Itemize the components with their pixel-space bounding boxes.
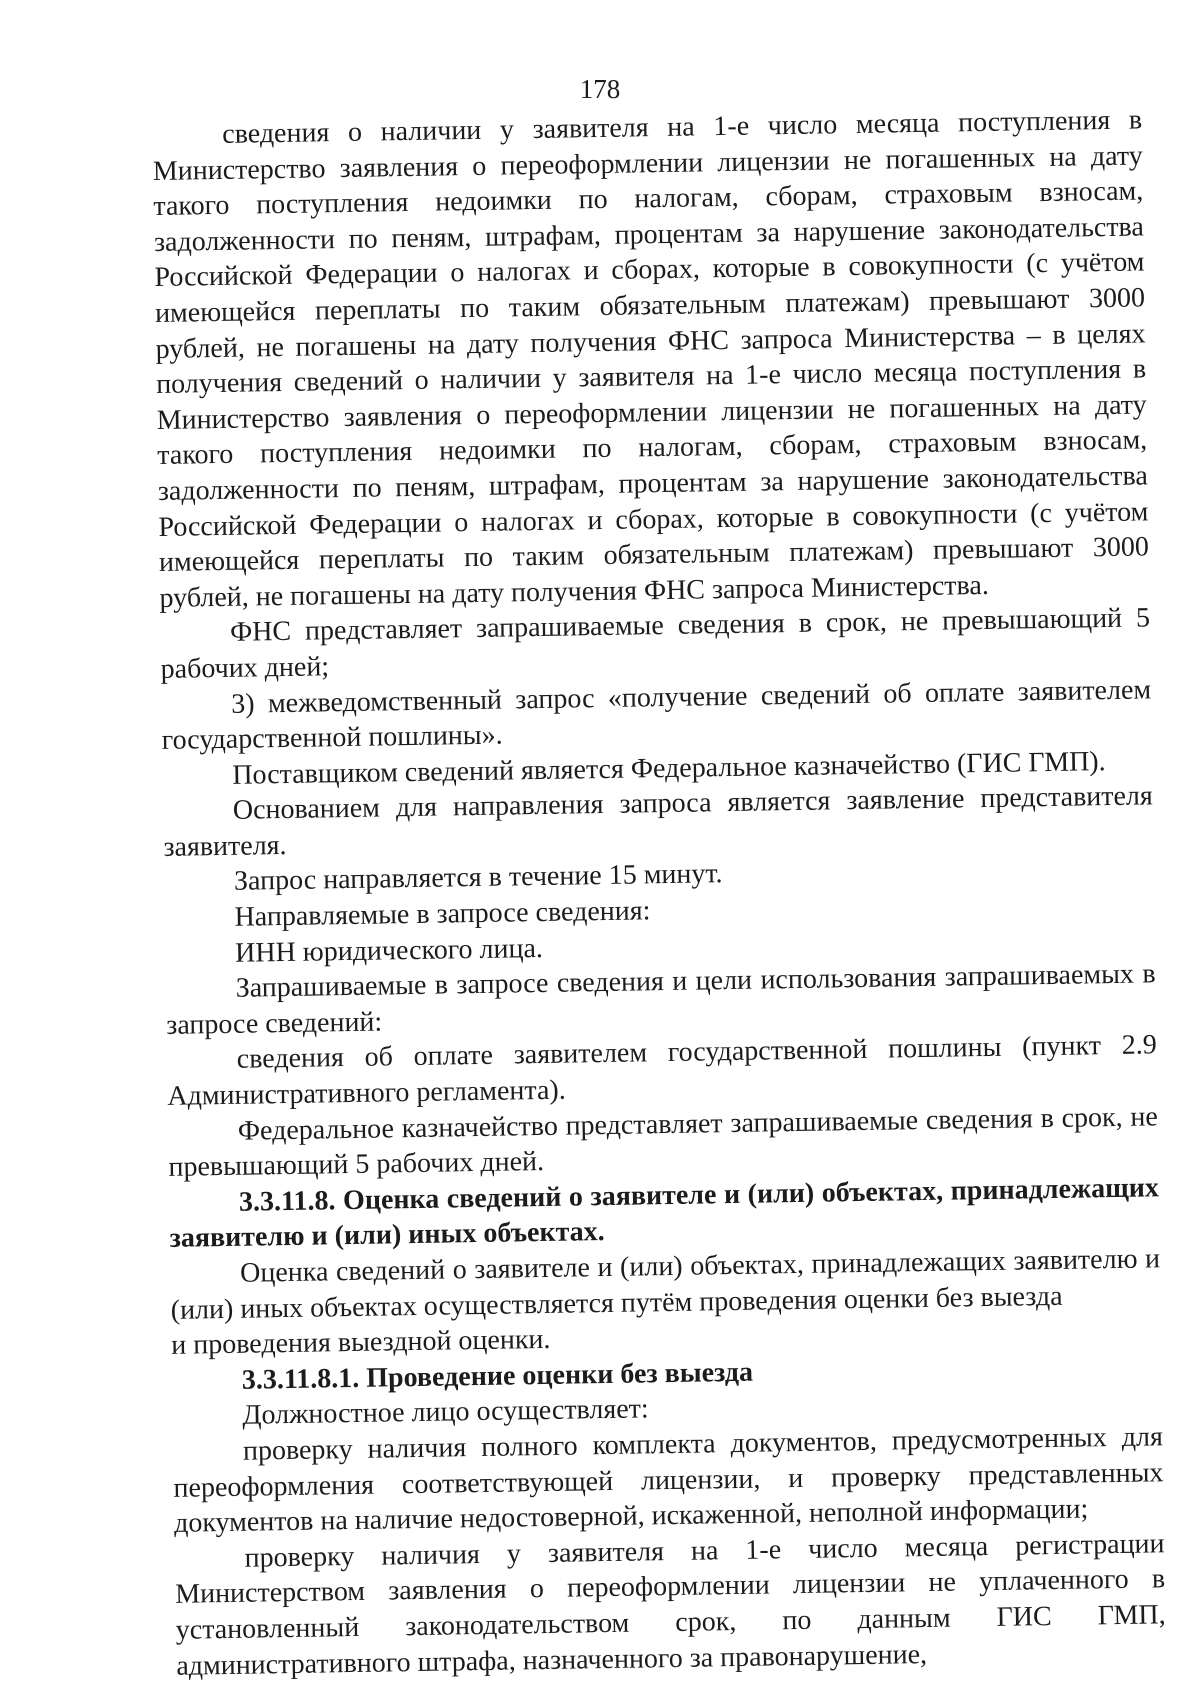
paragraph-treasury-deadline: Федеральное казначейство представляет запрашиваемые сведения в срок, не превышающий 5 рабочих дней. bbox=[168, 1100, 1159, 1184]
paragraph-fns-deadline: ФНС представляет запрашиваемые сведения в срок, не превышающий 5 рабочих дней; bbox=[160, 602, 1151, 685]
paragraph-basis: Основанием для направления запроса является заявление представителя заявителя. bbox=[163, 780, 1154, 863]
paragraph-fns-info: сведения о наличии у заявителя на 1-е число месяца поступления в Министерство заявления о переоформлении лицензии не погашенных на дату такого поступления недоимки по налогам, сборам, страховым взносам, задолженности по пеням, штрафам, процентам за нарушение законодательства Российской Федерации о налогах и сборах, которые в совокупности (с учётом имеющейся переплаты по таким обязательным платежам) превышают 3000 рублей, не погашены на дату получения ФНС запроса Министерства – в целях получения сведений о наличии у заявителя на 1-е число месяца поступления в Министерство заявления о переоформлении лицензии не погашенных на дату такого поступления недоимки по налогам, сборам, страховым взносам, задолженности по пеням, штрафам, процентам за нарушение законодательства Российской Федерации о налогах и сборах, которые в совокупности (с учётом имеющейся переплаты по таким обязательным платежам) превышают 3000 рублей, не погашены на дату получения ФНС запроса Министерства. bbox=[152, 104, 1150, 614]
page-number: 178 bbox=[579, 74, 621, 104]
paragraph-request-3: 3) межведомственный запрос «получение сведений об оплате заявителем государственной пошлины». bbox=[161, 673, 1152, 757]
section-heading-3-3-11-8: 3.3.11.8. Оценка сведений о заявителе и (или) объектах, принадлежащих заявителю и (или) иных объектах. bbox=[169, 1172, 1160, 1255]
paragraph-field-assessment: и проведения выездной оценки. bbox=[171, 1324, 551, 1362]
paragraph-requested-info: Запрашиваемые в запросе сведения и цели использования запрашиваемых в запросе сведений: bbox=[166, 958, 1156, 1041]
paragraph-document-check: проверку наличия полного комплекта документов, предусмотренных для переоформления соответствующей лицензии, и проверку представленных документов на наличие недостоверной, искаженной, неполной информации; bbox=[173, 1421, 1164, 1539]
section-heading-3-3-11-8-1: 3.3.11.8.1. Проведение оценки без выезда bbox=[241, 1356, 754, 1396]
paragraph-sent-info: Направляемые в запросе сведения: bbox=[234, 895, 651, 933]
paragraph-inn: ИНН юридического лица. bbox=[234, 932, 544, 969]
paragraph-request-time: Запрос направляется в течение 15 минут. bbox=[233, 858, 723, 898]
paragraph-official: Должностное лицо осуществляет: bbox=[242, 1393, 649, 1432]
paragraph-fee-info: сведения об оплате заявителем государственной пошлины (пункт 2.9 Административного регламента). bbox=[167, 1029, 1157, 1112]
paragraph-assessment: Оценка сведений о заявителе и (или) объектах, принадлежащих заявителю и (или) иных объектах осуществляется путём проведения оценки без выезда bbox=[170, 1243, 1161, 1326]
paragraph-fine-check: проверку наличия у заявителя на 1-е число месяца регистрации Министерством заявления о переоформлении лицензии не уплаченного в установленный законодательством срок, по данным ГИС ГМП, административного штрафа, назначенного за правонарушение, bbox=[174, 1528, 1166, 1682]
document-body bbox=[152, 102, 1166, 1683]
paragraph-provider: Поставщиком сведений является Федеральное казначейство (ГИС ГМП). bbox=[232, 745, 1106, 791]
